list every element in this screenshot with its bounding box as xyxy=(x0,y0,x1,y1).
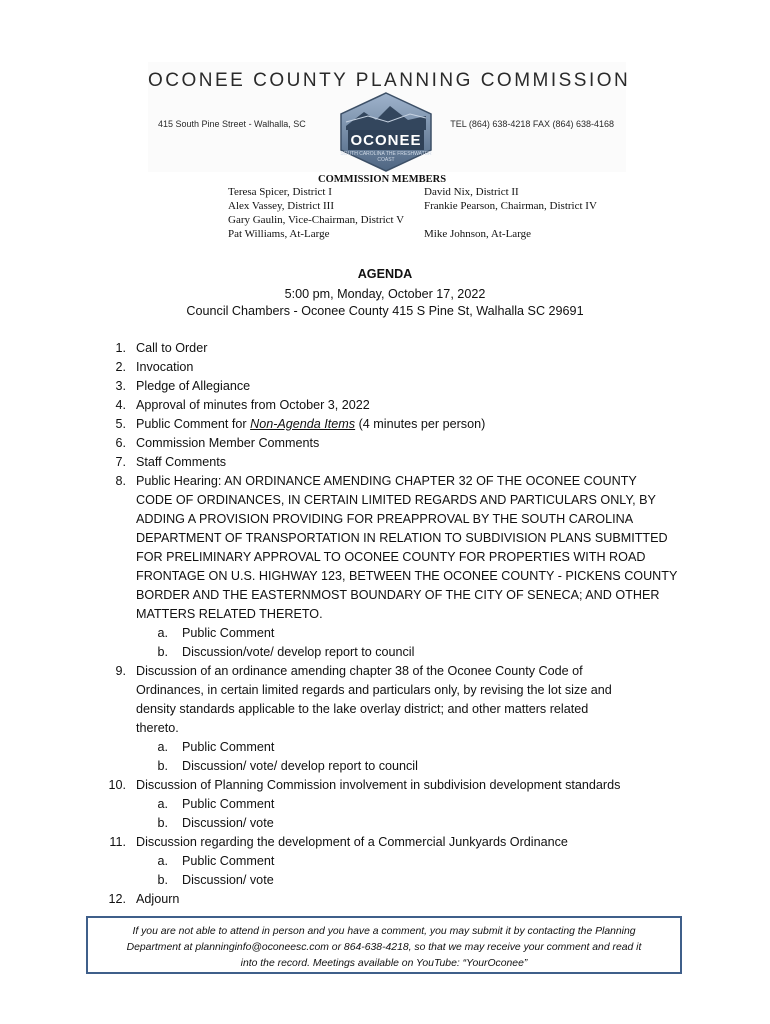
item-text: Approval of minutes from October 3, 2022 xyxy=(136,398,370,412)
sub-item-letter: b. xyxy=(157,873,168,887)
sub-item-letter: b. xyxy=(157,816,168,830)
item-text-before: Public Comment for xyxy=(136,417,251,431)
member-right: Mike Johnson, At-Large xyxy=(424,228,532,240)
item-number: 6. xyxy=(115,436,126,450)
list-item-continuation xyxy=(0,529,770,548)
list-item xyxy=(0,434,770,453)
sub-item-text: Public Comment xyxy=(182,740,275,754)
list-item-continuation xyxy=(0,681,770,700)
sub-item xyxy=(0,738,770,757)
sub-item xyxy=(0,757,770,776)
logo-name: OCONEE xyxy=(350,132,422,149)
item-text: Commission Member Comments xyxy=(136,436,320,450)
item-number: 7. xyxy=(115,455,126,469)
public-comment-notice xyxy=(86,916,682,974)
item-number: 5. xyxy=(115,417,126,431)
sub-item-text: Public Comment xyxy=(182,854,275,868)
sub-item-text: Discussion/ vote xyxy=(182,873,274,887)
notice-line: into the record. Meetings available on YouTube: “YourOconee” xyxy=(240,958,528,969)
agenda-datetime: 5:00 pm, Monday, October 17, 2022 xyxy=(284,287,486,301)
item-text: Discussion of Planning Commission involvement in subdivision development standards xyxy=(136,778,621,792)
item-text-line: density standards applicable to the lake overlay district; and other matters related xyxy=(136,702,589,716)
item-text xyxy=(136,415,485,434)
item-number: 9. xyxy=(115,664,126,678)
sub-item-letter: b. xyxy=(157,645,168,659)
list-item-continuation xyxy=(0,700,770,719)
letterhead-phone-fax: TEL (864) 638-4218 FAX (864) 638-4168 xyxy=(450,119,614,129)
item-text: Call to Order xyxy=(136,341,208,355)
list-item xyxy=(0,890,770,909)
item-number: 3. xyxy=(115,379,126,393)
item-number: 4. xyxy=(115,398,126,412)
notice-line: Department at planninginfo@oconeesc.com or 864-638-4218, so that we may receive your comment and read it xyxy=(126,942,642,953)
item-text-line: Discussion of an ordinance amending chapter 38 of the Oconee County Code of xyxy=(136,664,583,678)
sub-item xyxy=(0,852,770,871)
agenda-list xyxy=(0,339,770,909)
list-item-continuation xyxy=(0,510,770,529)
item-number: 12. xyxy=(108,892,126,906)
item-text-line: Public Hearing: AN ORDINANCE AMENDING CHAPTER 32 OF THE OCONEE COUNTY xyxy=(136,474,637,488)
item-number: 8. xyxy=(115,474,126,488)
list-item-continuation xyxy=(0,491,770,510)
member-right: David Nix, District II xyxy=(424,186,519,198)
list-item-continuation xyxy=(0,719,770,738)
item-number: 11. xyxy=(109,835,126,849)
sub-item-text: Public Comment xyxy=(182,626,275,640)
item-text: Pledge of Allegiance xyxy=(136,379,251,393)
item-text-line: DEPARTMENT OF TRANSPORTATION IN RELATION TO SUBDIVISION PLANS SUBMITTED xyxy=(136,531,668,545)
letterhead xyxy=(148,62,631,172)
non-agenda-items-emphasis: Non-Agenda Items xyxy=(250,417,356,431)
list-item xyxy=(0,358,770,377)
member-left: Alex Vassey, District III xyxy=(228,200,335,212)
members-heading: COMMISSION MEMBERS xyxy=(318,174,447,185)
sub-item-letter: a. xyxy=(157,626,168,640)
list-item xyxy=(0,453,770,472)
agenda-heading: AGENDA xyxy=(357,267,413,281)
sub-item-letter: a. xyxy=(157,854,168,868)
member-left: Pat Williams, At-Large xyxy=(228,228,330,240)
list-item xyxy=(0,662,770,681)
sub-item xyxy=(0,871,770,890)
sub-item xyxy=(0,795,770,814)
item-text-line: FRONTAGE ON U.S. HIGHWAY 123, BETWEEN THE OCONEE COUNTY - PICKENS COUNTY xyxy=(136,569,678,583)
sub-item-letter: a. xyxy=(157,797,168,811)
list-item-continuation xyxy=(0,586,770,605)
item-number: 10. xyxy=(108,778,126,792)
sub-item xyxy=(0,624,770,643)
item-number: 1. xyxy=(115,341,126,355)
item-text: Adjourn xyxy=(136,892,180,906)
list-item xyxy=(0,472,770,491)
list-item xyxy=(0,833,770,852)
item-text-line: FOR PRELIMINARY APPROVAL TO OCONEE COUNTY FOR PROPERTIES WITH ROAD xyxy=(136,550,646,564)
member-left: Teresa Spicer, District I xyxy=(228,186,332,198)
list-item xyxy=(0,396,770,415)
item-text-line: BORDER AND THE EASTERNMOST BOUNDARY OF THE CITY OF SENECA; AND OTHER xyxy=(136,588,660,602)
sub-item-letter: a. xyxy=(157,740,168,754)
letterhead-title: OCONEE COUNTY PLANNING COMMISSION xyxy=(148,70,631,91)
item-text: Staff Comments xyxy=(136,455,227,469)
member-right: Frankie Pearson, Chairman, District IV xyxy=(424,200,597,212)
logo-tagline: SOUTH CAROLINA THE FRESHWATER COAST xyxy=(340,151,432,163)
list-item-continuation xyxy=(0,567,770,586)
item-text: Discussion regarding the development of a Commercial Junkyards Ordinance xyxy=(136,835,568,849)
item-text-line: MATTERS RELATED THERETO. xyxy=(136,607,323,621)
agenda-location: Council Chambers - Oconee County 415 S Pine St, Walhalla SC 29691 xyxy=(186,304,584,318)
list-item-continuation xyxy=(0,548,770,567)
item-text-line: thereto. xyxy=(136,721,179,735)
item-text-line: ADDING A PROVISION PROVIDING FOR PREAPPROVAL BY THE SOUTH CAROLINA xyxy=(136,512,634,526)
item-text-after: (4 minutes per person) xyxy=(355,417,486,431)
list-item-continuation xyxy=(0,605,770,624)
member-left: Gary Gaulin, Vice-Chairman, District V xyxy=(228,214,405,226)
sub-item-text: Public Comment xyxy=(182,797,275,811)
sub-item xyxy=(0,814,770,833)
item-text-line: CODE OF ORDINANCES, IN CERTAIN LIMITED REGARDS AND PARTICULARS ONLY, BY xyxy=(136,493,656,507)
sub-item-text: Discussion/ vote xyxy=(182,816,274,830)
sub-item-text: Discussion/vote/ develop report to council xyxy=(182,645,415,659)
item-text: Invocation xyxy=(136,360,194,374)
oconee-logo xyxy=(338,92,434,172)
sub-item-text: Discussion/ vote/ develop report to council xyxy=(182,759,418,773)
notice-line: If you are not able to attend in person and you have a comment, you may submit it by contacting the Planning xyxy=(132,926,636,937)
list-item xyxy=(0,339,770,358)
sub-item-letter: b. xyxy=(157,759,168,773)
letterhead-address: 415 South Pine Street - Walhalla, SC xyxy=(158,119,306,129)
item-text-line: Ordinances, in certain limited regards and particulars only, by revising the lot size and xyxy=(136,683,612,697)
list-item xyxy=(0,415,770,434)
sub-item xyxy=(0,643,770,662)
list-item xyxy=(0,776,770,795)
item-number: 2. xyxy=(115,360,126,374)
list-item xyxy=(0,377,770,396)
